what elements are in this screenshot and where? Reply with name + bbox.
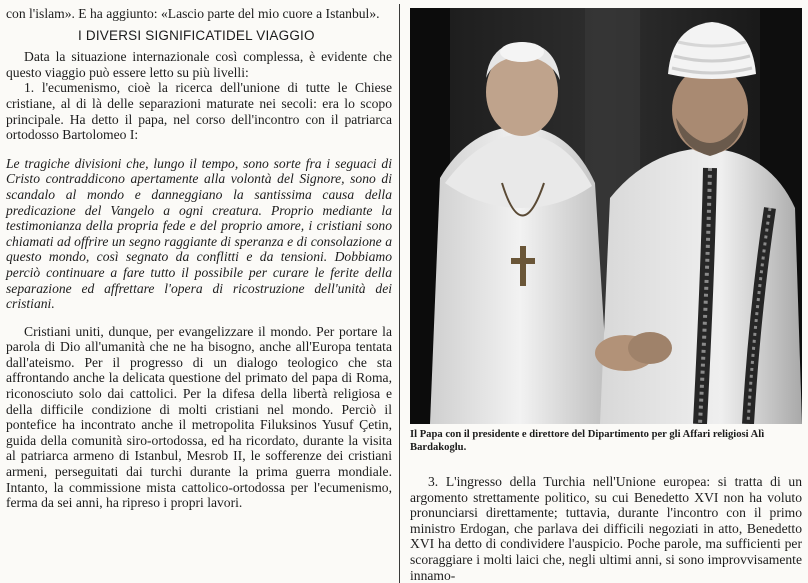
- right-text-column: [410, 474, 802, 583]
- paragraph-ecumenism: 1. l'ecumenismo, cioè la ricerca dell'unione di tutte le Chiese cristiane, al di là delle separazioni maturate nei secoli: era lo scopo principale. Ha detto il papa, nel corso dell'incontro con il patriarca ortodosso Bartolomeo I:: [6, 80, 392, 143]
- photo-pope-and-bardakoglu: [410, 8, 802, 424]
- papal-quote: Le tragiche divisioni che, lungo il tempo, sono sorte fra i seguaci di Cristo contraddicono apertamente alla volontà del Signore, sono di scandalo al mondo e danneggiano la santissima causa della predicazione del Vangelo a ogni creatura. Proprio mediante la testimonianza della propria fede e del proprio amore, i cristiani sono chiamati ad offrire un segno raggiante di speranza e di consolazione a questo mondo, così segnato da conflitti e da tensioni. Dobbiamo perciò continuare a fare tutto il possibile per curare le ferite della separazione ed affrettare l'opera di ricostruzione dell'unità dei cristiani.: [6, 155, 392, 312]
- paragraph-turkey-eu: 3. L'ingresso della Turchia nell'Unione europea: si tratta di un argomento strettamente politico, su cui Benedetto XVI non ha voluto pronunciarsi direttamente; tuttavia, durante l'incontro con il primo ministro Erdogan, che parlava dei difficili negoziati in atto, Benedetto XVI ha detto di condividere l'auspicio. Poche parole, ma sufficienti per scoraggiare i molti laici che, negli ultimi anni, si sono improvvisamente innamo-: [410, 474, 802, 583]
- paragraph-levels: Data la situazione internazionale così complessa, è evidente che questo viaggio può essere letto su più livelli:: [6, 49, 392, 80]
- intro-paragraph: con l'islam». E ha aggiunto: «Lascio parte del mio cuore a Istanbul».: [6, 6, 380, 21]
- section-heading: I DIVERSI SIGNIFICATIDEL VIAGGIO: [78, 27, 315, 43]
- column-divider: [399, 4, 400, 583]
- left-text-column: [6, 6, 392, 511]
- photo-caption: Il Papa con il presidente e direttore del Dipartimento per gli Affari religiosi Alì Bardakoglu.: [410, 429, 765, 453]
- paragraph-christians-united: Cristiani uniti, dunque, per evangelizzare il mondo. Per portare la parola di Dio all'umanità che ne ha bisogno, anche all'Europa tentata dall'ateismo. Per il progresso di un dialogo teologico che sta affrontando anche la delicata questione del primato del papa di Roma, riconosciuto solo dai cattolici. Per la difesa della libertà religiosa e della difficile condizione di molti cristiani nel mondo. Perciò il pontefice ha incontrato anche il metropolita Filuksinos Yusuf Çetin, guida della comunità siro-ortodossa, ed ha ricordato, durante la visita al patriarca armeno di Istanbul, Mesrob II, le sofferenze dei cristiani armeni, perseguitati dai turchi durante la prima guerra mondiale. Intanto, la commissione mista cattolico-ortodossa per l'ecumenismo, ferma da sei anni, ha ripreso i propri lavori.: [6, 323, 392, 511]
